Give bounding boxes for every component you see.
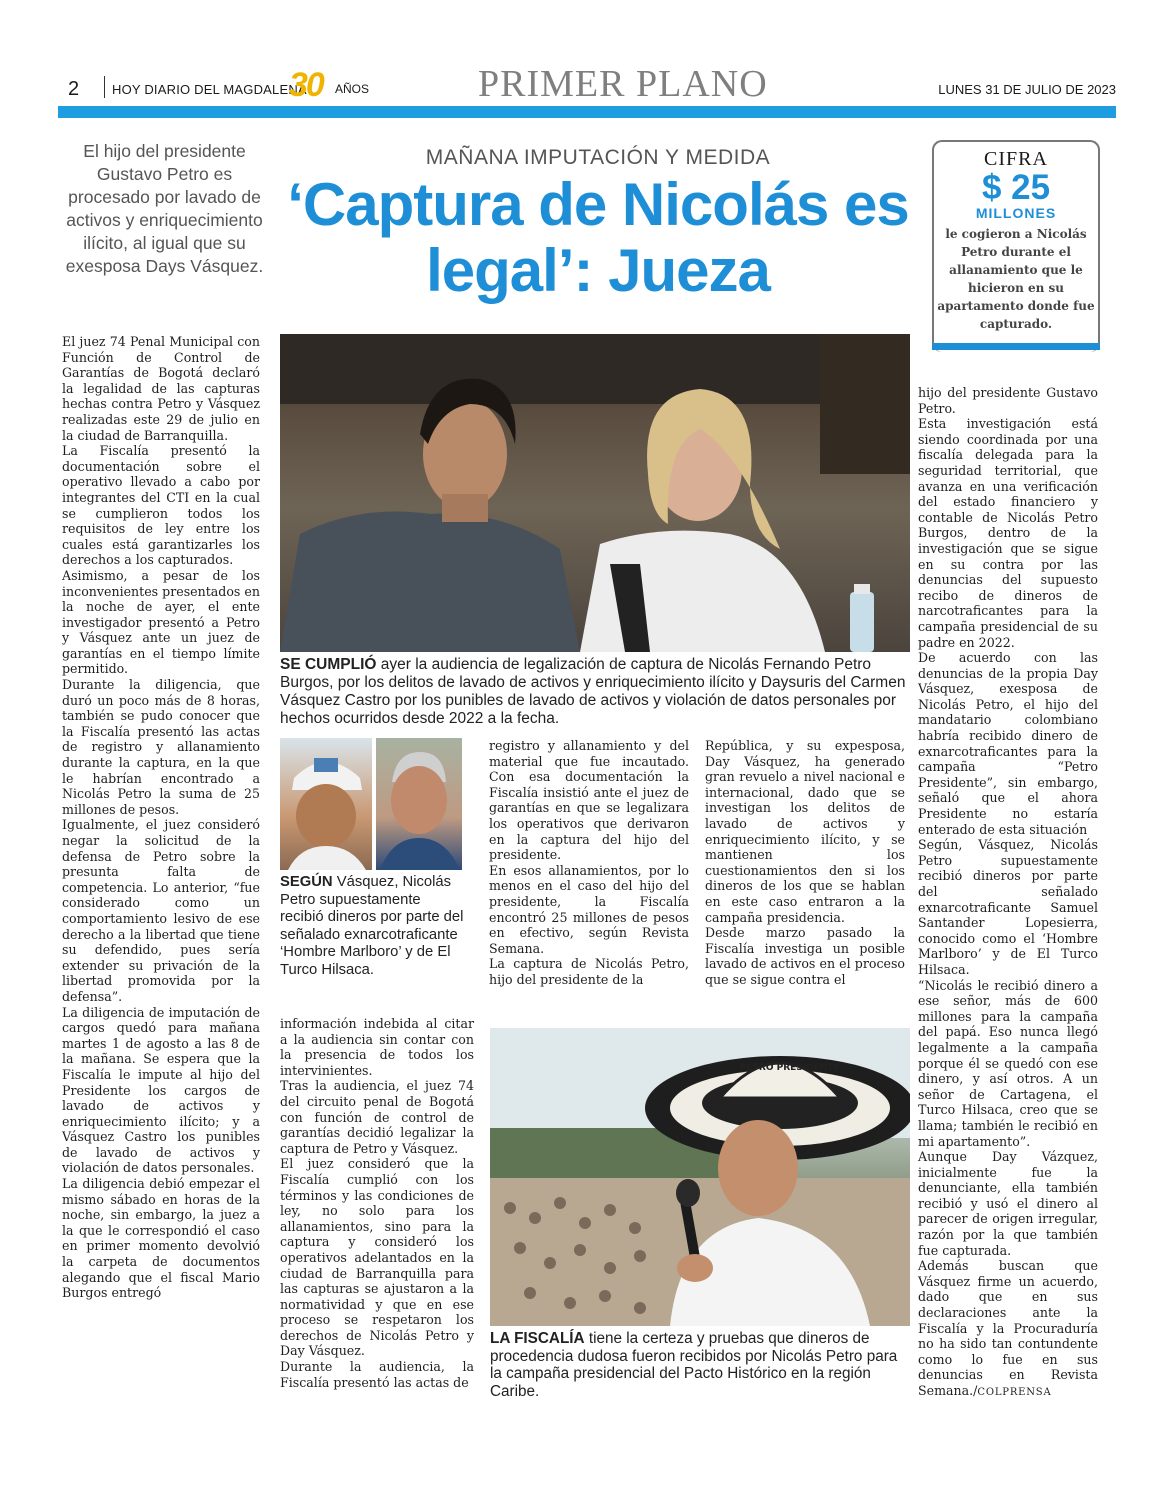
inset-photo-lopesierra-illustration xyxy=(280,738,372,870)
article-column-5 xyxy=(918,385,1098,1401)
paragraph: La captura de Nicolás Petro, hijo del presidente de la xyxy=(489,956,689,987)
header-divider xyxy=(104,76,105,98)
cifra-amount: $ 25 xyxy=(981,168,1051,207)
paragraph: Tras la audiencia, el juez 74 del circuito penal de Bogotá con función de control de garantías decidió legalizar la captura de Petro y Vásquez. xyxy=(280,1078,474,1156)
anniversary-logo: 30 xyxy=(289,66,323,104)
inset-photo-hilsaca xyxy=(376,738,462,870)
petro-photo-caption xyxy=(490,1330,910,1400)
paragraph: Aunque Day Vázquez, inicialmente fue la denunciante, ella también recibió y usó el dinero al parecer de origen irregular, razón por la que también fue capturada. xyxy=(918,1149,1098,1258)
paragraph: Esta investigación está siendo coordinada por una fiscalía delegada para la seguridad territorial, que avanza en una verificación del estado financiero y contable de Nicolás Petro Burgos, dentro de la investigación que se sigue en su contra por las denuncias del supuesto recibo de dineros de narcotraficantes para la campaña presidencial de su padre en 2022. xyxy=(918,416,1098,650)
inset-photo-caption xyxy=(280,874,466,979)
paragraph: República, y su expesposa, Day Vásquez, ha generado gran revuelo a nivel nacional e internacional, dado que se investigan los delitos de lavado de activos y enriquecimiento ilícito, y se mantienen los cuestionamientos den si los dineros de los que se hablan en este caso entraron a la campaña presidencia. xyxy=(705,738,905,925)
newspaper-name: HOY DIARIO DEL MAGDALENA xyxy=(112,82,307,97)
kicker: MAÑANA IMPUTACIÓN Y MEDIDA xyxy=(425,146,771,169)
page-header xyxy=(58,60,1116,110)
petro-photo xyxy=(490,1028,910,1326)
paragraph: Desde marzo pasado la Fiscalía investiga un posible lavado de activos en el proceso que se sigue contra el xyxy=(705,925,905,987)
anniversary-unit: AÑOS xyxy=(335,82,370,96)
inset-photo-lopesierra xyxy=(280,738,372,870)
paragraph: información indebida al citar a la audiencia sin contar con la presencia de todos los intervinientes. xyxy=(280,1016,474,1078)
cifra-rule xyxy=(932,343,1100,350)
paragraph: De acuerdo con las denuncias de la propia Day Vásquez, exesposa de Nicolás Petro, el hijo del mandatario colombiano habría recibido dinero de exnarcotraficantes para la campaña “Petro Presidente”, sin embargo, señaló que el ahora Presidente no estaría enterado de esta situación xyxy=(918,650,1098,837)
paragraph xyxy=(918,1258,1098,1400)
paragraph: registro y allanamiento y del material que fue incautado. Con esa documentación la Fiscalía insistió ante el juez de garantías en que se legalizara los operativos que derivaron en la captura del hijo del presidente. xyxy=(489,738,689,863)
caption-text: ayer la audiencia de legalización de captura de Nicolás Fernando Petro Burgos, por los delitos de lavado de activos y enriquecimiento ilícito y Daysuris del Carmen Vásquez Castro por los punibles de lavado de activos y violación de datos personales por hechos ocurridos desde 2022 a la fecha. xyxy=(280,656,906,727)
caption-text: tiene la certeza y pruebas que dineros de procedencia dudosa fueron recibidos por Nicolás Petro para la campaña presidencial del Pacto Histórico en la región Caribe. xyxy=(490,1330,898,1400)
paragraph: Durante la audiencia, la Fiscalía presentó las actas de xyxy=(280,1359,474,1390)
main-photo-illustration xyxy=(280,334,910,652)
headline: ‘Captura de Nicolás es legal’: Jueza xyxy=(287,171,909,304)
issue-date: LUNES 31 DE JULIO DE 2023 xyxy=(938,82,1116,97)
paragraph: Según, Vásquez, Nicolás Petro supuestamente recibió dineros por parte del señalado exnarcotraficante Samuel Santander Lopesierra, conocido como el ‘Hombre Marlboro’ y de El Turco Hilsaca. xyxy=(918,837,1098,977)
lead-summary: El hijo del presidente Gustavo Petro es procesado por lavado de activos y enriquecimiento ilícito, al igual que su exesposa Days Vásquez. xyxy=(65,141,264,276)
paragraph: La diligencia debió empezar el mismo sábado en horas de la noche, sin embargo, la juez a la que le correspondió el caso en primer momento devolvió la carpeta de documentos alegando que el fiscal Mario Burgos entregó xyxy=(62,1176,260,1301)
paragraph: Igualmente, el juez consideró negar la solicitud de la defensa de Petro sobre la presunta falta de competencia. Lo anterior, “fue considerado como un comportamiento lesivo de ese derecho a la libertad que tiene su defendido, pues sería extender su privación de la libertad promovida por la defensa”. xyxy=(62,817,260,1004)
article-column-2 xyxy=(280,1016,474,1390)
article-column-1 xyxy=(62,334,260,1301)
caption-text: Vásquez, Nicolás Petro supuestamente recibió dineros por parte del señalado exnarcotraficante ‘Hombre Marlboro’ y de El Turco Hilsaca. xyxy=(280,874,464,978)
paragraph-text: Además buscan que Vásquez firme un acuerdo, dado que en sus declaraciones ante la Fiscalía y la Procuraduría no ha sido tan contundente como lo fue en sus denuncias en Revista Semana./ xyxy=(918,1258,1098,1398)
paragraph: El juez consideró que la Fiscalía cumplió con los términos y las condiciones de ley, no solo para los allanamientos, sino para la captura y consideró los operativos adelantados en la ciudad de Barranquilla para las capturas se ajustaron a la normatividad y que en ese proceso se respetaron los derechos de Nicolás Petro y Day Vásquez. xyxy=(280,1156,474,1359)
cifra-text: le cogieron a Nicolás Petro durante el allanamiento que le hicieron en su apartamento donde fue capturado. xyxy=(937,227,1095,331)
main-photo-caption xyxy=(280,656,910,728)
paragraph: El juez 74 Penal Municipal con Función de Control de Garantías de Bogotá declaró la legalidad de las capturas hechas contra Petro y Vásquez realizadas este 29 de julio en la ciudad de Barranquilla. xyxy=(62,334,260,443)
header-rule xyxy=(58,106,1116,118)
paragraph: La Fiscalía presentó la documentación sobre el operativo llevado a cabo por integrantes del CTI en la cual se cumplieron todos los requisitos de ley entre los cuales está garantizarles los derechos a los capturados. xyxy=(62,443,260,568)
petro-photo-illustration xyxy=(490,1028,910,1326)
paragraph: La diligencia de imputación de cargos quedó para mañana martes 1 de agosto a las 8 de la mañana. Se espera que la Fiscalía le impute al hijo del Presidente los cargos de lavado de activos y enriquecimiento ilícito; y a Vásquez Castro los punibles de lavado de activos y violación de datos personales. xyxy=(62,1004,260,1176)
paragraph: En esos allanamientos, por lo menos en el caso del hijo del presidente, la Fiscalía encontró 25 millones de pesos en efectivo, según Revista Semana. xyxy=(489,862,689,956)
section-title: PRIMER PLANO xyxy=(478,63,768,105)
cifra-box xyxy=(932,140,1100,352)
main-photo xyxy=(280,334,910,652)
photo-credit: COLPRENSA xyxy=(977,1387,1052,1398)
page-number: 2 xyxy=(68,78,80,100)
paragraph: “Nicolás le recibió dinero a ese señor, más de 600 millones para la campaña del papá. Eso nunca llegó legalmente a la campaña porque él se quedó con ese dinero, y así otros. A un señor de Cartagena, el Turco Hilsaca, creo que se llama; también le recibió en mi apartamento”. xyxy=(918,977,1098,1149)
caption-lead: LA FISCALÍA xyxy=(490,1330,585,1347)
inset-photo-hilsaca-illustration xyxy=(376,738,462,870)
cifra-label: CIFRA xyxy=(984,148,1048,170)
article-column-4 xyxy=(705,738,905,988)
paragraph: Durante la diligencia, que duró un poco más de 8 horas, también se pudo conocer que la Fiscalía presentó las actas de registro y allanamiento durante la captura, en la que le habrían encontrado a Nicolás Petro la suma de 25 millones de pesos. xyxy=(62,677,260,817)
caption-lead: SEGÚN xyxy=(280,874,333,890)
cifra-unit: MILLONES xyxy=(975,205,1057,221)
paragraph: hijo del presidente Gustavo Petro. xyxy=(918,385,1098,416)
paragraph: Asimismo, a pesar de los inconvenientes presentados en la noche de ayer, el ente investigador presentó a Petro y Vásquez ante un juez de garantías en el tiempo límite permitido. xyxy=(62,567,260,677)
article-column-3 xyxy=(489,738,689,988)
caption-lead: SE CUMPLIÓ xyxy=(280,656,377,673)
hat-band-text: PETRO PRESIDENTE xyxy=(740,1063,840,1073)
